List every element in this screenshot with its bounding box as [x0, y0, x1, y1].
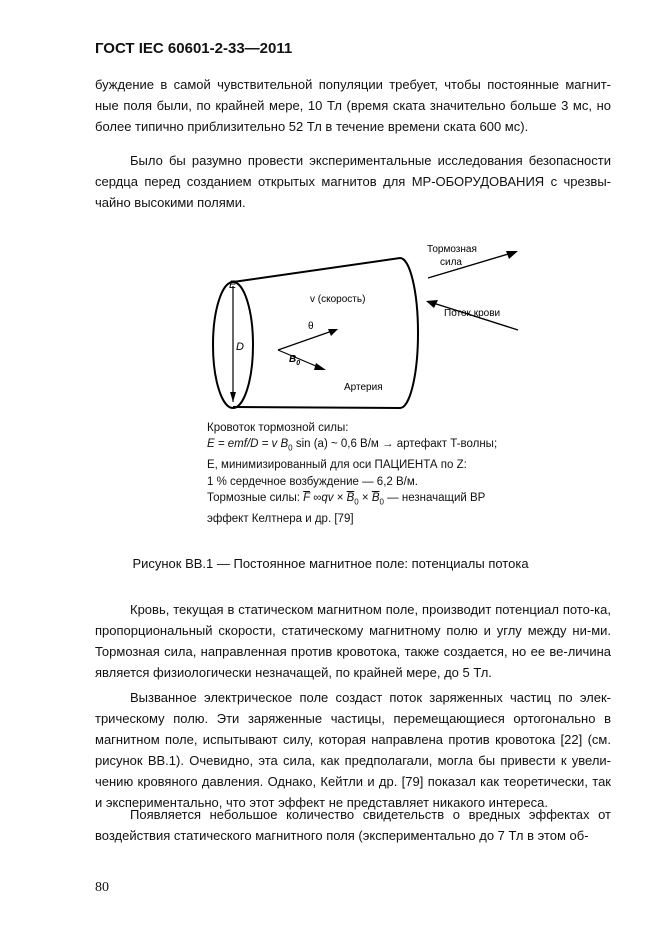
figure-caption: Рисунок ВВ.1 — Постоянное магнитное поле: потенциалы потока — [132, 556, 529, 571]
velocity-arrowhead — [328, 329, 338, 336]
annotation-line-5: Тормозные силы: $\overline{F}$ $\infty qv \times \overline{B}_0 \times \overline{B}_0$ — незначащий BP — [207, 491, 486, 507]
annotation-line-1: Кровоток тормозной силы: — [207, 422, 349, 434]
paragraph-3: Кровь, текущая в статическом магнитном поле, производит потенциал пото-ка, пропорциональный скорости, статическому магнитному полю и углу между ни-ми. Тормозная сила, направленная против кровотока, также создается, но ее ве-личина является физиологически незначащей, по крайней мере, до 5 Тл. — [95, 602, 611, 680]
annotation-line-4: 1 % сердечное возбуждение — 6,2 В/м. — [207, 475, 418, 488]
document-header: ГОСТ IEC 60601-2-33—2011 — [95, 40, 293, 57]
label-e: E — [229, 279, 237, 291]
label-braking-force-1: Тормозная — [427, 244, 477, 255]
annotation-line-2: E = emf/D = v $B_0$ sin (a) ~ 0,6 В/м → артефакт T-волны; — [207, 438, 498, 453]
paragraph-5: Появляется небольшое количество свидетельств о вредных эффектах от воздействия статического магнитного поля (экспериментально до 7 Тл в этом об- — [95, 807, 611, 843]
label-braking-force-2: сила — [440, 257, 462, 268]
artery-diagram — [200, 230, 530, 430]
label-b0: $B_0$ — [289, 354, 301, 367]
annotation-line-3: E, минимизированный для оси ПАЦИЕНТА по Z: — [207, 459, 467, 472]
figure-annotation — [207, 420, 497, 527]
label-artery: Артерия — [344, 382, 383, 393]
b0-arrowhead — [314, 363, 326, 370]
paragraph-1: буждение в самой чувствительной популяции требует, чтобы постоянные магнит-ные поля были, по крайней мере, 10 Тл (время ската значительно больше 3 мс, но более типично приблизительно 52 Тл в течение времени ската 600 мс). — [95, 77, 611, 134]
annotation-line-6: эффект Келтнера и др. [79] — [207, 512, 354, 525]
page-number: 80 — [95, 880, 109, 895]
label-velocity: v (скорость) — [310, 294, 366, 305]
velocity-vector — [278, 330, 335, 350]
label-theta: θ — [308, 321, 314, 332]
braking-force-arrowhead — [506, 251, 518, 259]
label-d: D — [236, 341, 244, 353]
label-blood-flow: Поток крови — [444, 308, 501, 319]
paragraph-4: Вызванное электрическое поле создаст поток заряженных частиц по элек-трическому полю. Эти заряженные частицы, перемещающиеся ортогонально в магнитном поле, испытывают силу, которая направлена против кровотока [22] (см. рисунок ВВ.1). Очевидно, эта сила, как предполагали, могла бы привести к увели-чению кровяного давления. Однако, Кейтли и др. [79] показал как теоретически, так и экспериментально, что этот эффект не представляет никакого интереса. — [95, 690, 611, 810]
paragraph-2: Было бы разумно провести экспериментальные исследования безопасности сердца перед созданием открытых магнитов для МР-ОБОРУДОВАНИЯ с чрезвы-чайно высокими полями. — [95, 153, 611, 210]
diameter-arrowhead — [230, 392, 236, 402]
